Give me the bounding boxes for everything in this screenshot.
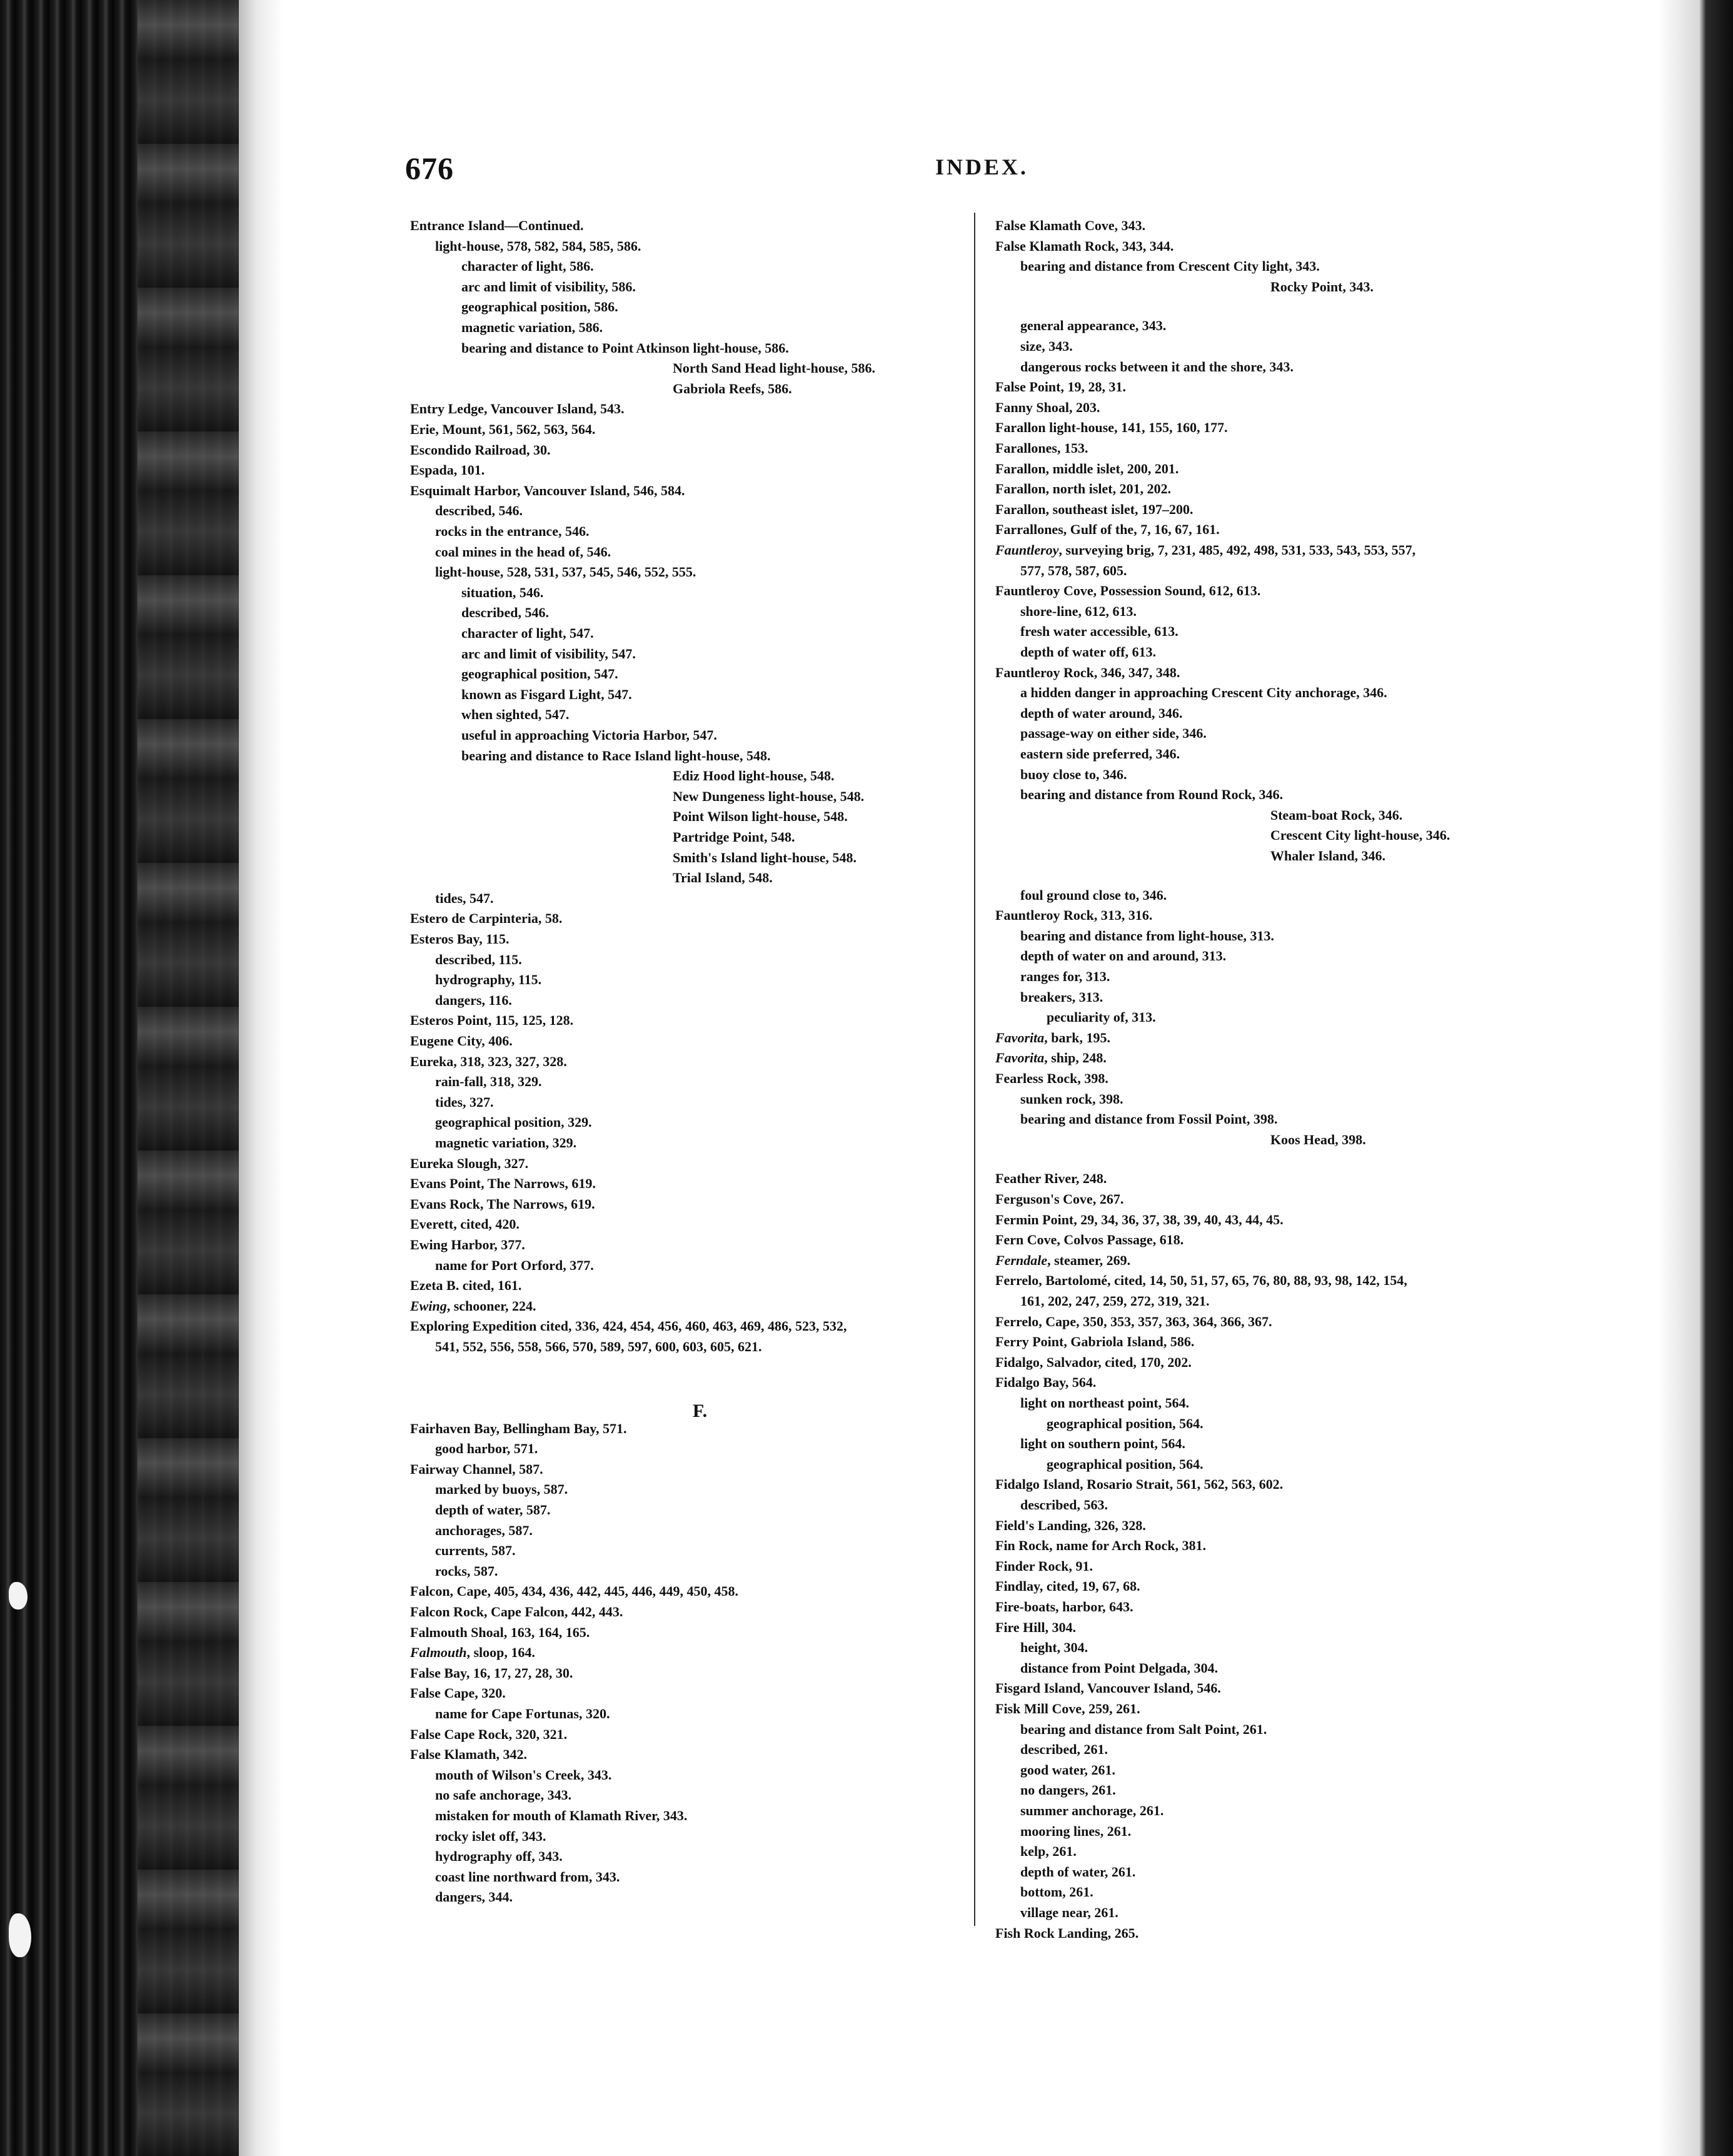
index-entry: anchorages, 587.: [435, 1522, 533, 1538]
index-entry: rocks in the entrance, 546.: [435, 523, 590, 539]
index-entry: False Cape Rock, 320, 321.: [410, 1726, 568, 1742]
vessel-name: Favorita: [995, 1029, 1045, 1045]
index-entry: peculiarity of, 313.: [1047, 1009, 1156, 1025]
index-entry: bearing and distance from Round Rock, 346.: [1020, 787, 1283, 803]
index-entry: summer anchorage, 261.: [1020, 1803, 1164, 1818]
index-entry: Farallones, 153.: [995, 440, 1088, 456]
index-entry: False Point, 19, 28, 31.: [995, 379, 1126, 395]
index-entry: mouth of Wilson's Creek, 343.: [435, 1766, 612, 1783]
index-entry: tides, 327.: [435, 1094, 494, 1110]
index-entry: light on southern point, 564.: [1020, 1436, 1186, 1452]
index-entry: Exploring Expedition cited, 336, 424, 454, 456, 460, 463, 469, 486, 523, 532,: [410, 1318, 847, 1334]
index-entry: Eureka Slough, 327.: [410, 1155, 529, 1171]
index-entry: tides, 547.: [435, 890, 494, 906]
index-entry: geographical position, 329.: [435, 1114, 592, 1131]
index-entry: Farallon, north islet, 201, 202.: [995, 481, 1172, 497]
index-entry: described, 546.: [461, 605, 549, 621]
index-entry: 577, 578, 587, 605.: [1020, 562, 1127, 578]
index-entry: arc and limit of visibility, 586.: [461, 278, 636, 295]
index-entry: False Klamath Cove, 343.: [995, 218, 1146, 233]
index-entry: rain-fall, 318, 329.: [435, 1074, 542, 1090]
index-entry: name for Port Orford, 377.: [435, 1257, 594, 1273]
index-entry: magnetic variation, 586.: [461, 320, 603, 335]
index-entry: described, 261.: [1020, 1741, 1108, 1758]
index-entry: ranges for, 313.: [1020, 969, 1110, 984]
index-entry: sunken rock, 398.: [1020, 1091, 1123, 1107]
index-entry: Farrallones, Gulf of the, 7, 16, 67, 161.: [995, 521, 1220, 538]
index-entry: geographical position, 586.: [461, 299, 618, 315]
index-entry: light on northeast point, 564.: [1020, 1395, 1190, 1411]
vessel-name: Ferndale: [995, 1252, 1048, 1268]
index-entry: 161, 202, 247, 259, 272, 319, 321.: [1020, 1293, 1210, 1309]
index-entry: Feather River, 248.: [995, 1171, 1107, 1187]
index-entry: distance from Point Delgada, 304.: [1020, 1660, 1218, 1676]
index-entry: Ewing Harbor, 377.: [410, 1237, 525, 1252]
index-entry: 541, 552, 556, 558, 566, 570, 589, 597, 600, 603, 605, 621.: [435, 1339, 762, 1354]
index-entry: name for Cape Fortunas, 320.: [435, 1706, 610, 1721]
vessel-name: Favorita: [995, 1050, 1045, 1066]
vessel-name: Falmouth: [410, 1645, 467, 1661]
index-entry: Fauntleroy Cove, Possession Sound, 612, 613.: [995, 583, 1261, 599]
index-entry: Whaler Island, 346.: [1270, 848, 1386, 864]
running-head: INDEX.: [935, 154, 1029, 179]
index-entry: currents, 587.: [435, 1543, 516, 1559]
index-entry: hydrography off, 343.: [435, 1848, 563, 1865]
index-entry: Ferry Point, Gabriola Island, 586.: [995, 1334, 1195, 1350]
index-entry: Point Wilson light-house, 548.: [673, 808, 848, 825]
index-entry: Ferndale, steamer, 269.: [995, 1252, 1131, 1268]
index-entry: passage-way on either side, 346.: [1020, 725, 1207, 742]
index-entry: described, 563.: [1020, 1497, 1108, 1513]
index-entry: Evans Point, The Narrows, 619.: [410, 1176, 596, 1192]
index-entry: Fermin Point, 29, 34, 36, 37, 38, 39, 40, 43, 44, 45.: [995, 1211, 1283, 1227]
index-entry: Fish Rock Landing, 265.: [995, 1925, 1139, 1941]
page-number: 676: [405, 151, 454, 186]
index-entry: coast line northward from, 343.: [435, 1868, 620, 1885]
index-entry: good water, 261.: [1020, 1761, 1115, 1778]
index-entry: Gabriola Reefs, 586.: [673, 380, 792, 396]
vessel-name: Fauntleroy: [995, 542, 1059, 558]
index-entry: Findlay, cited, 19, 67, 68.: [995, 1578, 1140, 1594]
index-entry: Ferguson's Cove, 267.: [995, 1191, 1124, 1207]
index-entry: Fanny Shoal, 203.: [995, 399, 1100, 415]
index-entry: bottom, 261.: [1020, 1884, 1093, 1900]
index-entry: depth of water on and around, 313.: [1020, 948, 1227, 964]
index-entry: marked by buoys, 587.: [435, 1481, 568, 1498]
index-entry: Esquimalt Harbor, Vancouver Island, 546, 584.: [410, 482, 685, 498]
index-entry: False Cape, 320.: [410, 1685, 506, 1701]
index-entry: situation, 546.: [461, 584, 544, 600]
index-entry: character of light, 586.: [461, 258, 594, 275]
page-edge-mark: [9, 1582, 28, 1609]
index-entry: good harbor, 571.: [435, 1441, 538, 1457]
index-entry: Fin Rock, name for Arch Rock, 381.: [995, 1538, 1207, 1554]
vessel-name: Ewing: [410, 1297, 447, 1314]
index-entry: Smith's Island light-house, 548.: [673, 849, 857, 865]
index-entry: Eugene City, 406.: [410, 1033, 513, 1049]
index-entry: Field's Landing, 326, 328.: [995, 1517, 1146, 1533]
index-entry: rocky islet off, 343.: [435, 1828, 546, 1844]
index-entry: dangerous rocks between it and the shore, 343.: [1020, 358, 1293, 375]
index-entry: shore-line, 612, 613.: [1020, 603, 1137, 619]
index-entry: breakers, 313.: [1020, 989, 1103, 1005]
index-entry: Koos Head, 398.: [1270, 1131, 1366, 1147]
index-entry: Fairway Channel, 587.: [410, 1461, 543, 1477]
index-entry: height, 304.: [1020, 1640, 1088, 1656]
index-entry: Fidalgo Bay, 564.: [995, 1374, 1097, 1391]
index-entry: Partridge Point, 548.: [673, 829, 795, 845]
index-entry: geographical position, 547.: [461, 666, 618, 682]
gutter-shadow: [239, 0, 283, 2156]
index-entry: coal mines in the head of, 546.: [435, 543, 611, 560]
index-entry: Esteros Point, 115, 125, 128.: [410, 1012, 574, 1029]
index-entry: Fearless Rock, 398.: [995, 1070, 1108, 1086]
index-entry: geographical position, 564.: [1047, 1415, 1203, 1431]
index-entry: magnetic variation, 329.: [435, 1135, 577, 1151]
index-entry: no safe anchorage, 343.: [435, 1787, 572, 1803]
index-entry: depth of water around, 346.: [1020, 705, 1183, 721]
index-entry: foul ground close to, 346.: [1020, 887, 1167, 903]
section-letter: F.: [693, 1401, 708, 1421]
index-entry: Favorita, ship, 248.: [995, 1050, 1107, 1066]
index-entry: bearing and distance from Fossil Point, 398.: [1020, 1111, 1278, 1127]
index-entry: bearing and distance to Race Island light-house, 548.: [461, 747, 771, 763]
index-entry: Fisk Mill Cove, 259, 261.: [995, 1701, 1140, 1716]
index-entry: Fauntleroy Rock, 313, 316.: [995, 907, 1153, 924]
index-entry: bearing and distance to Point Atkinson light-house, 586.: [461, 340, 789, 356]
column-rule: [974, 213, 975, 1926]
index-entry: light-house, 528, 531, 537, 545, 546, 552, 555.: [435, 564, 696, 580]
index-entry: Finder Rock, 91.: [995, 1558, 1093, 1574]
index-entry: light-house, 578, 582, 584, 585, 586.: [435, 238, 641, 254]
index-entry: described, 115.: [435, 951, 522, 967]
index-entry: Eureka, 318, 323, 327, 328.: [410, 1053, 567, 1069]
index-entry: Farallon light-house, 141, 155, 160, 177.: [995, 420, 1228, 436]
index-entry: described, 546.: [435, 503, 523, 519]
index-entry: depth of water, 587.: [435, 1502, 551, 1518]
index-entry: Falcon, Cape, 405, 434, 436, 442, 445, 446, 449, 450, 458.: [410, 1583, 738, 1599]
index-entry: Fire Hill, 304.: [995, 1619, 1077, 1635]
index-entry: Ezeta B. cited, 161.: [410, 1277, 522, 1294]
index-entry: Steam-boat Rock, 346.: [1270, 807, 1403, 823]
index-entry: when sighted, 547.: [461, 707, 570, 723]
index-entry: mistaken for mouth of Klamath River, 343.: [435, 1808, 688, 1823]
index-entry: kelp, 261.: [1020, 1843, 1077, 1860]
index-entry: False Klamath Rock, 343, 344.: [995, 238, 1174, 254]
index-entry: fresh water accessible, 613.: [1020, 623, 1178, 640]
index-entry: Esteros Bay, 115.: [410, 931, 510, 947]
index-entry: Everett, cited, 420.: [410, 1216, 520, 1232]
index-entry: hydrography, 115.: [435, 972, 542, 988]
index-entry: Estero de Carpinteria, 58.: [410, 910, 563, 927]
index-entry: Trial Island, 548.: [673, 870, 773, 886]
index-entry: Entrance Island—Continued.: [410, 218, 584, 233]
index-entry: Falcon Rock, Cape Falcon, 442, 443.: [410, 1604, 623, 1620]
index-entry: North Sand Head light-house, 586.: [673, 360, 875, 376]
index-entry: Falmouth, sloop, 164.: [410, 1645, 535, 1661]
index-entry: Entry Ledge, Vancouver Island, 543.: [410, 401, 625, 417]
index-entry: Fidalgo, Salvador, cited, 170, 202.: [995, 1354, 1192, 1370]
index-entry: Ediz Hood light-house, 548.: [673, 768, 835, 784]
page-right-edge: [1658, 0, 1733, 2156]
index-entry: rocks, 587.: [435, 1563, 498, 1579]
index-entry: depth of water off, 613.: [1020, 644, 1157, 660]
index-entry: known as Fisgard Light, 547.: [461, 686, 632, 702]
index-entry: mooring lines, 261.: [1020, 1823, 1132, 1839]
index-entry: bearing and distance from Salt Point, 261.: [1020, 1721, 1267, 1737]
index-entry: a hidden danger in approaching Crescent City anchorage, 346.: [1020, 685, 1387, 701]
index-entry: Fauntleroy Rock, 346, 347, 348.: [995, 664, 1180, 680]
index-entry: no dangers, 261.: [1020, 1782, 1116, 1798]
index-entry: character of light, 547.: [461, 625, 594, 641]
index-entry: Fairhaven Bay, Bellingham Bay, 571.: [410, 1420, 627, 1436]
index-entry: buoy close to, 346.: [1020, 766, 1127, 782]
index-entry: depth of water, 261.: [1020, 1863, 1136, 1880]
index-entry: Falmouth Shoal, 163, 164, 165.: [410, 1624, 590, 1640]
index-entry: eastern side preferred, 346.: [1020, 746, 1180, 762]
index-entry: Fire-boats, harbor, 643.: [995, 1599, 1133, 1614]
index-entry: Escondido Railroad, 30.: [410, 441, 551, 458]
index-entry: Erie, Mount, 561, 562, 563, 564.: [410, 421, 596, 437]
index-entry: Favorita, bark, 195.: [995, 1029, 1110, 1045]
index-entry: New Dungeness light-house, 548.: [673, 788, 865, 804]
index-entry: geographical position, 564.: [1047, 1456, 1203, 1472]
index-entry: village near, 261.: [1020, 1905, 1118, 1920]
index-entry: Rocky Point, 343.: [1270, 278, 1374, 295]
book-spine-texture: [138, 0, 239, 2156]
index-entry: Farallon, middle islet, 200, 201.: [995, 460, 1179, 476]
index-entry: Ewing, schooner, 224.: [410, 1297, 536, 1314]
index-entry: Fern Cove, Colvos Passage, 618.: [995, 1232, 1184, 1248]
index-entry: Ferrelo, Cape, 350, 353, 357, 363, 364, 366, 367.: [995, 1313, 1272, 1329]
index-entry: general appearance, 343.: [1020, 318, 1167, 334]
index-entry: bearing and distance from light-house, 313.: [1020, 927, 1275, 944]
index-entry: Evans Rock, The Narrows, 619.: [410, 1196, 595, 1212]
index-entry: Ferrelo, Bartolomé, cited, 14, 50, 51, 57, 65, 76, 80, 88, 93, 98, 142, 154,: [995, 1272, 1407, 1289]
index-entry: dangers, 344.: [435, 1889, 513, 1905]
index-entry: False Klamath, 342.: [410, 1746, 527, 1763]
index-entry: size, 343.: [1020, 338, 1073, 354]
index-entry: arc and limit of visibility, 547.: [461, 645, 636, 662]
index-entry: Fauntleroy, surveying brig, 7, 231, 485, 492, 498, 531, 533, 543, 553, 557,: [995, 542, 1416, 558]
index-entry: useful in approaching Victoria Harbor, 547.: [461, 727, 717, 743]
index-entry: False Bay, 16, 17, 27, 28, 30.: [410, 1665, 573, 1681]
index-entry: Espada, 101.: [410, 462, 485, 478]
index-entry: Fidalgo Island, Rosario Strait, 561, 562, 563, 602.: [995, 1476, 1283, 1493]
index-entry: dangers, 116.: [435, 992, 512, 1008]
index-entry: Fisgard Island, Vancouver Island, 546.: [995, 1680, 1221, 1696]
index-entry: bearing and distance from Crescent City light, 343.: [1020, 258, 1320, 275]
index-entry: Crescent City light-house, 346.: [1270, 827, 1450, 844]
index-entry: Farallon, southeast islet, 197–200.: [995, 501, 1193, 517]
